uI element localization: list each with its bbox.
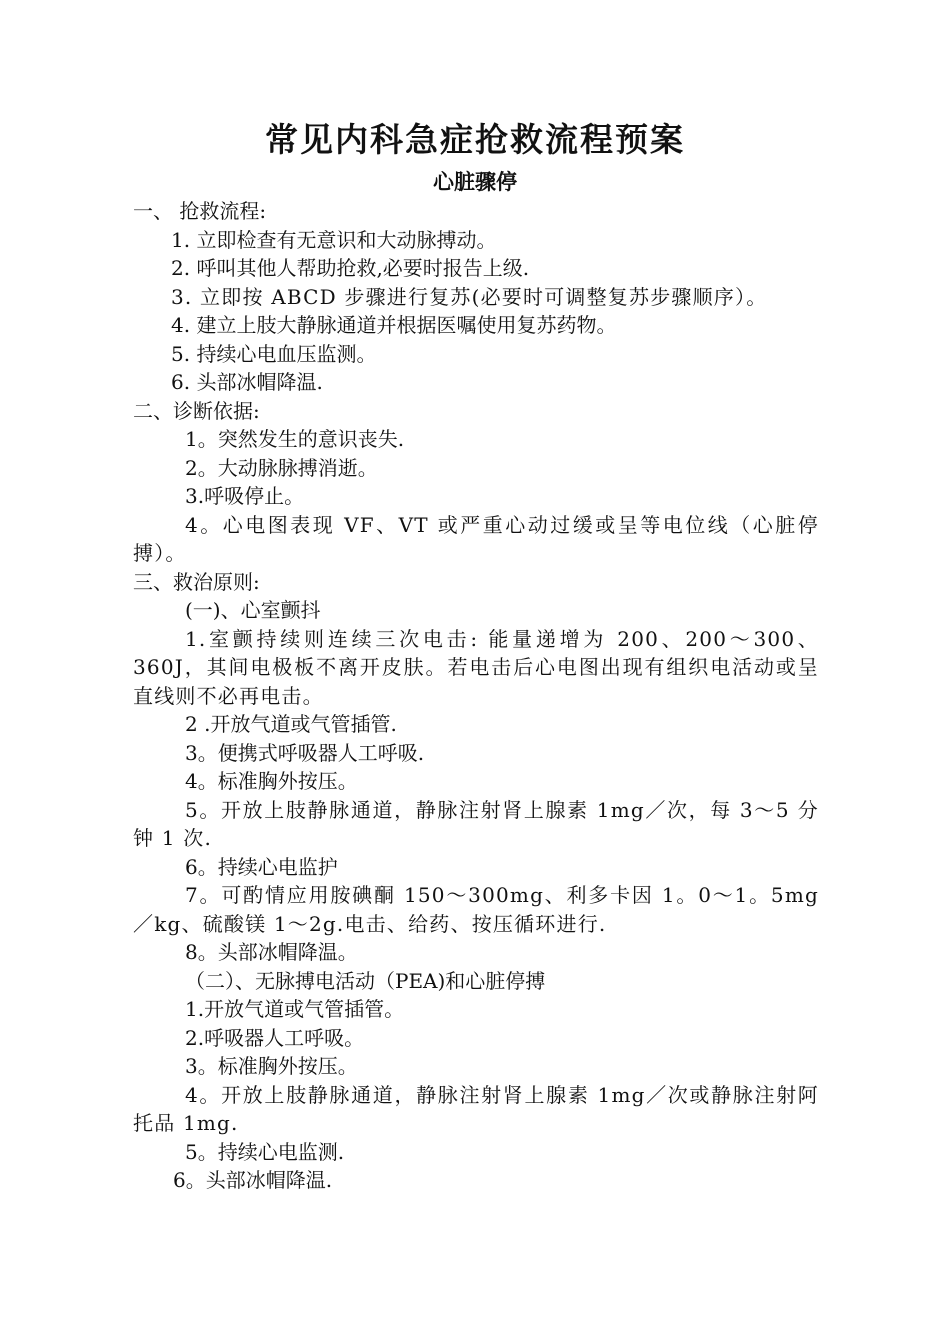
list-item: 2 .开放气道或气管插管. bbox=[185, 712, 397, 736]
document-body bbox=[133, 197, 819, 1195]
list-item: 1.开放气道或气管插管。 bbox=[185, 997, 405, 1021]
list-item: 2。大动脉脉搏消逝。 bbox=[185, 455, 378, 480]
list-item: 5。开放上肢静脉通道，静脉注射肾上腺素 1mg／次，每 3～5 分钟 1 次. bbox=[133, 797, 819, 850]
section-heading: 三、救治原则: bbox=[133, 569, 260, 594]
list-item: 5. 持续心电血压监测。 bbox=[171, 341, 377, 366]
list-item: 6。头部冰帽降温. bbox=[173, 1168, 333, 1192]
list-item: 5。持续心电监测. bbox=[185, 1139, 345, 1164]
list-item: 1。突然发生的意识丧失. bbox=[185, 427, 405, 451]
subsection-heading: (一)、心室颤抖 bbox=[185, 598, 321, 622]
section-heading: 二、诊断依据: bbox=[133, 398, 260, 423]
subsection-heading: （二）、无脉搏电活动（PEA)和心脏停搏 bbox=[185, 968, 546, 993]
document-subtitle: 心脏骤停 bbox=[433, 170, 517, 194]
list-item: 4。心电图表现 VF、VT 或严重心动过缓或呈等电位线（心脏停搏）。 bbox=[133, 512, 819, 565]
list-item: 8。头部冰帽降温。 bbox=[185, 940, 358, 964]
list-item: 4。开放上肢静脉通道，静脉注射肾上腺素 1mg／次或静脉注射阿托品 1mg. bbox=[133, 1082, 819, 1135]
list-item: 7。可酌情应用胺碘酮 150～300mg、利多卡因 1。0～1。5mg／kg、硫酸镁 1～2g.电击、给药、按压循环进行. bbox=[133, 883, 819, 936]
list-item: 3。标准胸外按压。 bbox=[185, 1054, 358, 1078]
list-item: 3。便携式呼吸器人工呼吸. bbox=[185, 740, 425, 765]
list-item: 6。持续心电监护 bbox=[185, 854, 338, 879]
list-item: 4. 建立上肢大静脉通道并根据医嘱使用复苏药物。 bbox=[171, 313, 617, 337]
section-heading: 一、 抢救流程: bbox=[133, 199, 267, 223]
list-item: 2. 呼叫其他人帮助抢救,必要时报告上级. bbox=[171, 256, 530, 280]
list-item: 2.呼吸器人工呼吸。 bbox=[185, 1025, 365, 1050]
document-title: 常见内科急症抢救流程预案 bbox=[265, 120, 685, 159]
list-item: 1. 立即检查有无意识和大动脉搏动。 bbox=[171, 227, 497, 252]
list-item: 3. 立即按 ABCD 步骤进行复苏(必要时可调整复苏步骤顺序）。 bbox=[171, 284, 768, 309]
list-item: 1.室颤持续则连续三次电击: 能量递增为 200、200～300、360J，其间电极板不离开皮肤。若电击后心电图出现有组织电活动或呈直线则不必再电击。 bbox=[133, 626, 819, 708]
list-item: 6. 头部冰帽降温. bbox=[171, 370, 323, 394]
list-item: 4。标准胸外按压。 bbox=[185, 769, 358, 793]
list-item: 3.呼吸停止。 bbox=[185, 484, 305, 508]
